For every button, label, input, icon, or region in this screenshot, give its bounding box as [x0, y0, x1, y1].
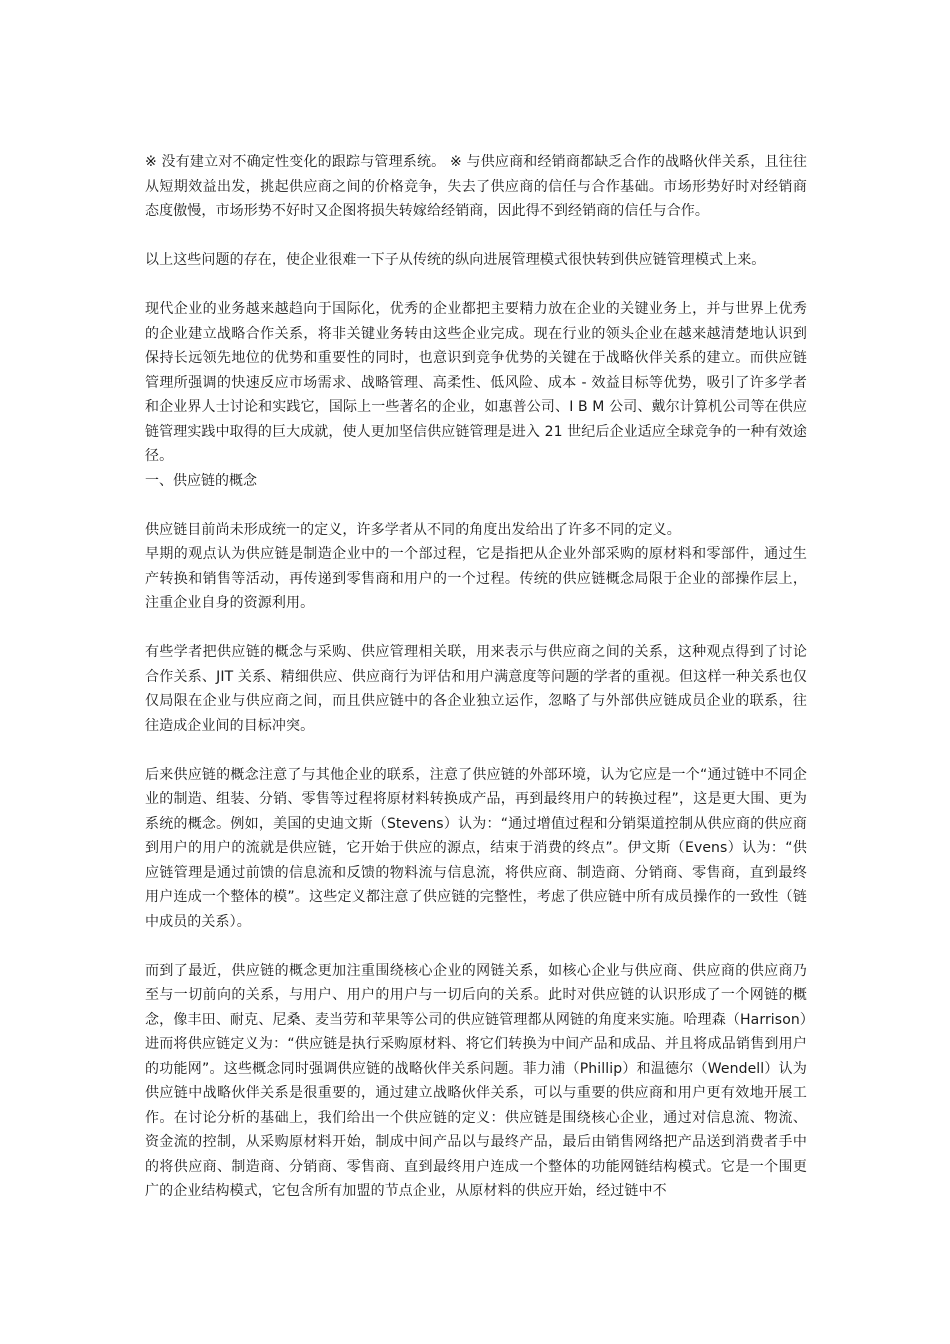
document-page — [145, 150, 807, 1204]
paragraph-early-view: 早期的观点认为供应链是制造企业中的一个部过程，它是指把从企业外部采购的原材料和零部件，通过生产转换和销售等活动，再传递到零售商和用户的一个过程。传统的供应链概念局限于企业的部操作层上，注重企业自身的资源利用。 — [145, 546, 807, 611]
paragraph-definition-intro: 供应链目前尚未形成统一的定义，许多学者从不同的角度出发给出了许多不同的定义。 — [145, 521, 681, 538]
paragraph-summary: 以上这些问题的存在，使企业很难一下子从传统的纵向进展管理模式很快转到供应链管理模式上来。 — [145, 252, 766, 268]
section-heading: 一、供应链的概念 — [145, 472, 257, 489]
paragraph-issues: ※ 没有建立对不确定性变化的跟踪与管理系统。 ※ 与供应商和经销商都缺乏合作的战略伙伴关系，且往往从短期效益出发，挑起供应商之间的价格竞争，失去了供应商的信任与合作基础。市场形势好时对经销商态度傲慢，市场形势不好时又企图将损失转嫁给经销商，因此得不到经销商的信任与合作。 — [145, 154, 807, 219]
paragraph-recent-view: 而到了最近，供应链的概念更加注重围绕核心企业的网链关系，如核心企业与供应商、供应商的供应商乃至与一切前向的关系，与用户、用户的用户与一切后向的关系。此时对供应链的认识形成了一个网链的概念，像丰田、耐克、尼桑、麦当劳和苹果等公司的供应链管理都从网链的角度来实施。哈理森（Harrison）进而将供应链定义为：“供应链是执行采购原材料、将它们转换为中间产品和成品、并且将成品销售到用户的功能网”。这些概念同时强调供应链的战略伙伴关系问题。菲力浦（Phillip）和温德尔（Wendell）认为供应链中战略伙伴关系是很重要的，通过建立战略伙伴关系，可以与重要的供应商和用户更有效地开展工作。在讨论分析的基础上，我们给出一个供应链的定义：供应链是围绕核心企业，通过对信息流、物流、资金流的控制，从采购原材料开始，制成中间产品以与最终产品，最后由销售网络把产品送到消费者手中的将供应商、制造商、分销商、零售商、直到最终用户连成一个整体的功能网链结构模式。它是一个围更广的企业结构模式，它包含所有加盟的节点企业，从原材料的供应开始，经过链中不 — [145, 962, 807, 1199]
paragraph-modern-enterprise: 现代企业的业务越来越趋向于国际化，优秀的企业都把主要精力放在企业的关键业务上，并与世界上优秀的企业建立战略合作关系，将非关键业务转由这些企业完成。现在行业的领头企业在越来越清楚地认识到保持长远领先地位的优势和重要性的同时，也意识到竞争优势的关键在于战略伙伴关系的建立。而供应链管理所强调的快速反应市场需求、战略管理、高柔性、低风险、成本 - 效益目标等优势，吸引了许多学者和企业界人士讨论和实践它，国际上一些著名的企业，如惠普公司、I B M 公司、戴尔计算机公司等在供应链管理实践中取得的巨大成就，使人更加坚信供应链管理是进入 21 世纪后企业适应全球竞争的一种有效途径。 — [145, 301, 807, 464]
paragraph-procurement-view: 有些学者把供应链的概念与采购、供应管理相关联，用来表示与供应商之间的关系，这种观点得到了讨论合作关系、JIT 关系、精细供应、供应商行为评估和用户满意度等问题的学者的重视。但这样一种关系也仅仅局限在企业与供应商之间，而且供应链中的各企业独立运作，忽略了与外部供应链成员企业的联系，往往造成企业间的目标冲突。 — [145, 644, 807, 734]
paragraph-later-view: 后来供应链的概念注意了与其他企业的联系，注意了供应链的外部环境，认为它应是一个“通过链中不同企业的制造、组装、分销、零售等过程将原材料转换成产品，再到最终用户的转换过程”，这是更大围、更为系统的概念。例如，美国的史迪文斯（Stevens）认为：“通过增值过程和分销渠道控制从供应商的供应商到用户的用户的流就是供应链，它开始于供应的源点，结束于消费的终点”。伊文斯（Evens）认为：“供应链管理是通过前馈的信息流和反馈的物料流与信息流，将供应商、制造商、分销商、零售商，直到最终用户连成一个整体的模”。这些定义都注意了供应链的完整性，考虑了供应链中所有成员操作的一致性（链中成员的关系）。 — [145, 766, 807, 930]
